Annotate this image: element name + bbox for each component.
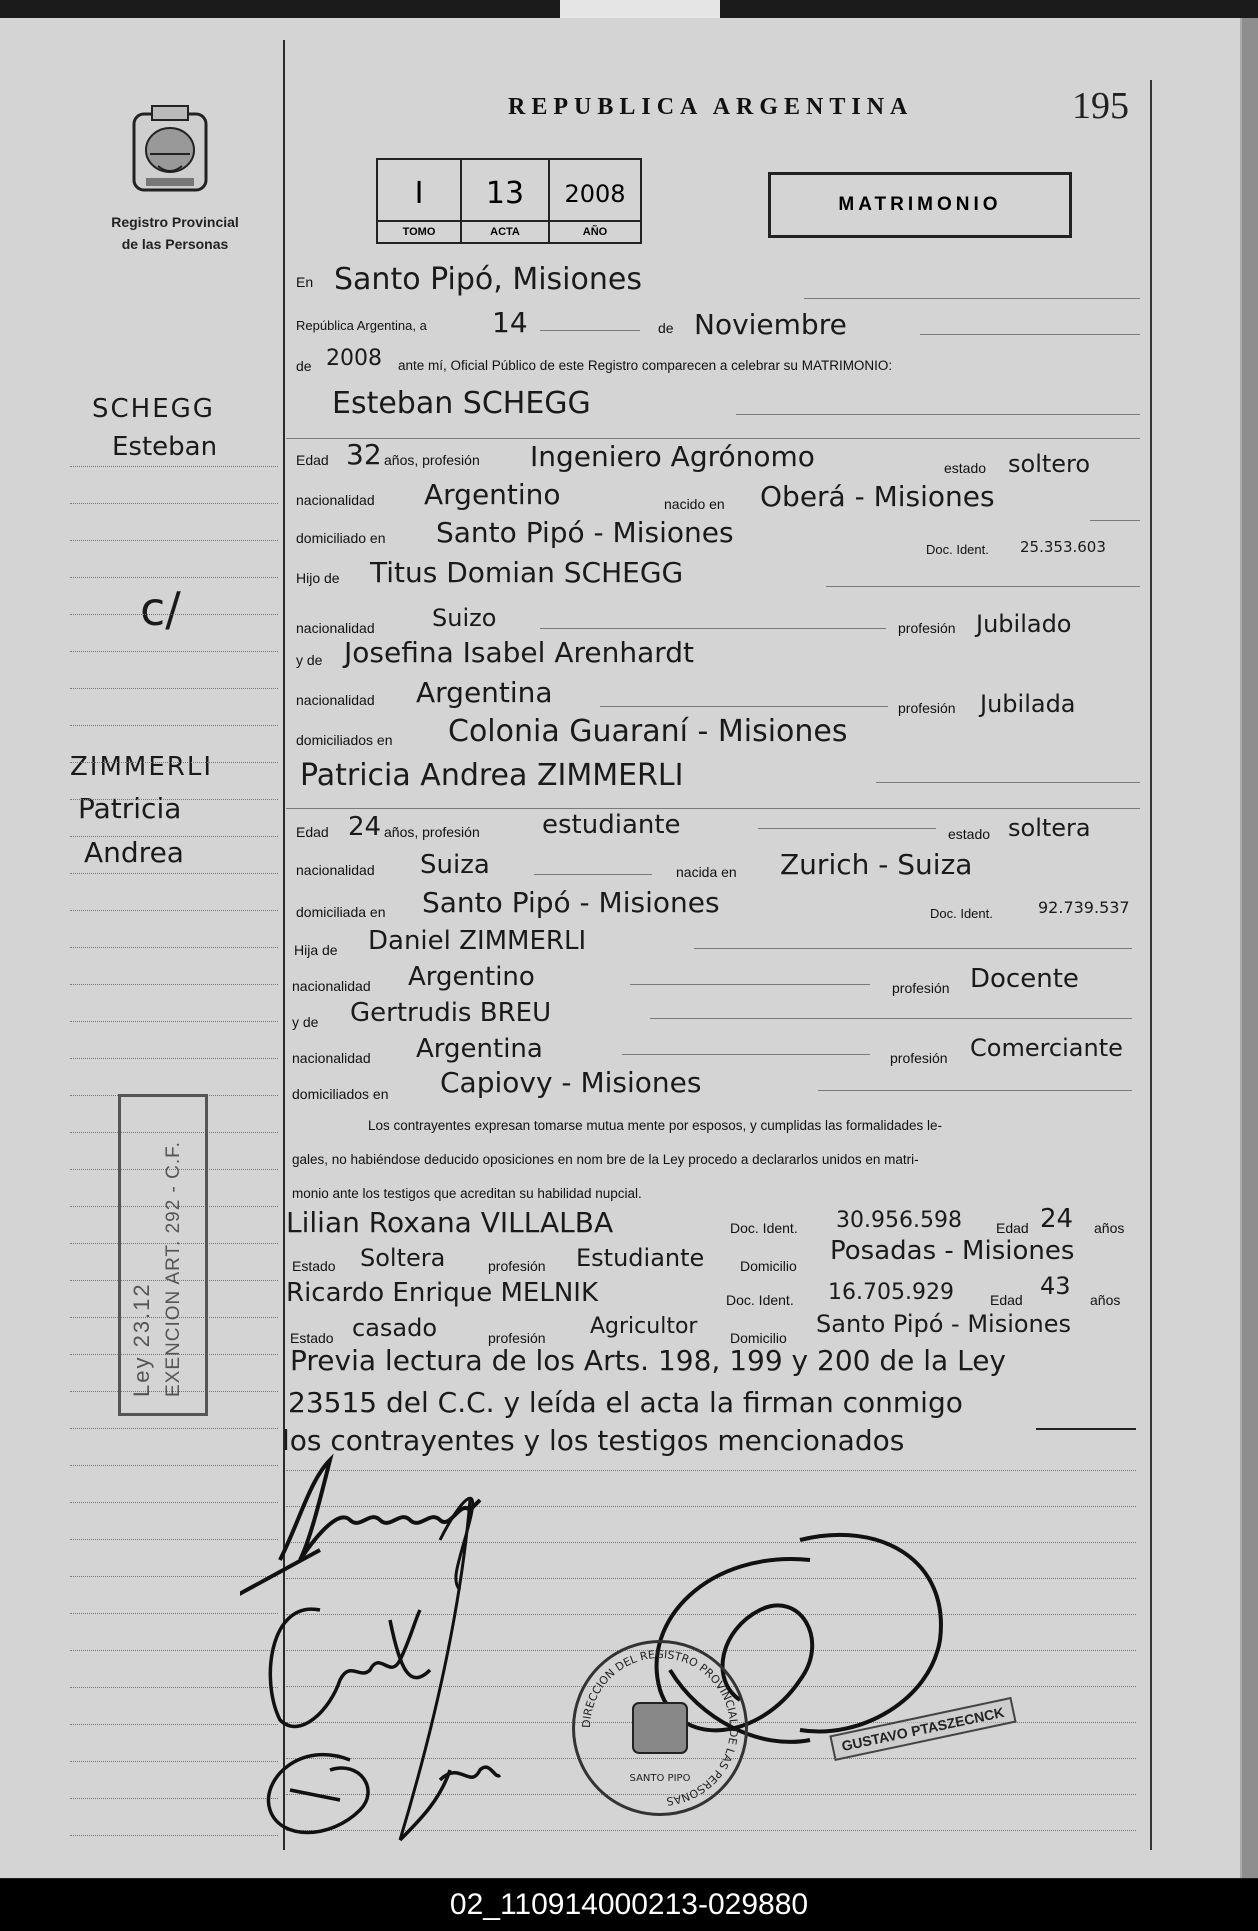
officer-stamp: GUSTAVO PTASZECNCK — [829, 1697, 1016, 1761]
fill-line — [650, 1018, 1132, 1019]
bride-yde-label: y de — [292, 1014, 319, 1030]
year: 2008 — [326, 346, 382, 371]
groom-estado-label: estado — [944, 460, 987, 476]
margin-rule — [70, 762, 278, 763]
bride-mother-nat-label: nacionalidad — [292, 1050, 371, 1066]
bride-full-name: Patricia Andrea ZIMMERLI — [300, 758, 684, 793]
groom-mother-profession: Jubilada — [980, 690, 1076, 718]
folio-number: 195 — [1072, 85, 1129, 127]
footer-id: 02_110914000213-029880 — [0, 1879, 1258, 1931]
anio-value: 2008 — [564, 180, 626, 208]
fill-line — [286, 438, 1140, 439]
groom-parents-dom-label: domiciliados en — [296, 732, 393, 748]
margin-bride-name-2: Andrea — [84, 836, 184, 869]
coat-of-arms-icon — [128, 104, 212, 196]
margin-groom-name: Esteban — [112, 432, 218, 462]
fill-line — [1090, 520, 1140, 521]
margin-rule — [70, 799, 278, 800]
witness1-doc-label: Doc. Ident. — [730, 1220, 798, 1236]
witness2-age: 43 — [1040, 1272, 1071, 1300]
declaration-line-2: gales, no habiéndose deducido oposiciones en nom bre de la Ley procedo a declararlos unidos en matri- — [292, 1152, 919, 1167]
bride-dom-label: domiciliada en — [296, 904, 386, 920]
country-title: REPUBLICA ARGENTINA — [508, 94, 914, 120]
margin-rule — [70, 1021, 278, 1022]
fill-line — [736, 414, 1140, 415]
groom-edad-label: Edad — [296, 452, 329, 468]
fill-line — [920, 334, 1140, 335]
groom-birthplace: Oberá - Misiones — [760, 480, 995, 513]
groom-father-nat-label: nacionalidad — [296, 620, 375, 636]
witness1-profession: Estudiante — [576, 1244, 705, 1272]
seal-town: SANTO PIPO — [629, 1773, 691, 1784]
fill-line — [826, 586, 1140, 587]
witness2-edad-label: Edad — [990, 1292, 1023, 1308]
groom-mother-prof-label: profesión — [898, 700, 956, 716]
registry-label-2: de las Personas — [121, 236, 229, 252]
bride-mother-profession: Comerciante — [970, 1034, 1123, 1062]
bride-parents-dom-label: domiciliados en — [292, 1086, 389, 1102]
witness2-doc-label: Doc. Ident. — [726, 1292, 794, 1308]
fill-line — [286, 808, 1140, 809]
bride-edad-label: Edad — [296, 824, 329, 840]
margin-bride-name-1: Patricia — [78, 792, 182, 825]
bride-mother: Gertrudis BREU — [350, 998, 552, 1028]
bride-nationality: Suiza — [420, 850, 490, 880]
fill-line — [540, 330, 640, 331]
bride-father-nationality: Argentino — [408, 962, 535, 992]
exemption-stamp — [118, 1094, 208, 1416]
document-type: MATRIMONIO — [768, 172, 1072, 238]
witness2-status: casado — [352, 1314, 438, 1342]
closing-line-3: los contrayentes y los testigos mencionados — [282, 1424, 905, 1457]
margin-rule — [70, 577, 278, 578]
witness2-estado-label: Estado — [290, 1330, 334, 1346]
witness1-dom-label: Domicilio — [740, 1258, 797, 1274]
day: 14 — [492, 306, 528, 339]
groom-civil-status: soltero — [1008, 450, 1091, 478]
margin-rule — [70, 984, 278, 985]
groom-mother: Josefina Isabel Arenhardt — [344, 636, 695, 669]
witness2-domicile: Santo Pipó - Misiones — [816, 1310, 1072, 1338]
groom-father-profession: Jubilado — [976, 610, 1072, 638]
margin-rule — [70, 503, 278, 504]
bride-mother-nationality: Argentina — [416, 1034, 543, 1064]
groom-father-nationality: Suizo — [432, 604, 497, 632]
bride-mother-prof-label: profesión — [890, 1050, 948, 1066]
margin-rule — [70, 725, 278, 726]
groom-nac-label: nacionalidad — [296, 492, 375, 508]
fill-line — [804, 298, 1140, 299]
anio-label: AÑO — [550, 220, 640, 242]
declaration-line-3: monio ante los testigos que acreditan su habilidad nupcial. — [292, 1186, 642, 1201]
groom-domicile: Santo Pipó - Misiones — [436, 516, 734, 549]
margin-rule — [70, 688, 278, 689]
witness1-age: 24 — [1040, 1204, 1074, 1234]
bride-civil-status: soltera — [1008, 814, 1091, 842]
bride-age: 24 — [348, 812, 382, 842]
margin-rule — [70, 614, 278, 615]
bride-domicile: Santo Pipó - Misiones — [422, 886, 720, 919]
witness2-dom-label: Domicilio — [730, 1330, 787, 1346]
witness1-name: Lilian Roxana VILLALBA — [286, 1206, 614, 1239]
anio-cell — [550, 160, 640, 242]
margin-groom-surname: SCHEGG — [92, 394, 215, 424]
witness1-anos-label: años — [1094, 1220, 1125, 1236]
acta-value: 13 — [485, 176, 525, 211]
groom-dom-label: domiciliado en — [296, 530, 386, 546]
margin-rule — [70, 540, 278, 541]
fill-line — [600, 706, 888, 707]
witness1-doc: 30.956.598 — [836, 1208, 962, 1233]
tomo-label: TOMO — [378, 220, 460, 242]
closing-line-1: Previa lectura de los Arts. 198, 199 y 200 de la Ley — [290, 1344, 1006, 1377]
groom-father: Titus Domian SCHEGG — [370, 556, 684, 589]
acta-cell — [462, 160, 550, 242]
fill-line — [694, 948, 1132, 949]
bride-doc-label: Doc. Ident. — [930, 906, 993, 921]
bride-father-profession: Docente — [970, 964, 1079, 994]
tomo-value: I — [414, 176, 424, 211]
margin-rule — [70, 910, 278, 911]
groom-nationality: Argentino — [424, 478, 561, 511]
witness1-status: Soltera — [360, 1244, 446, 1272]
bride-estado-label: estado — [948, 826, 991, 842]
margin-rule — [70, 873, 278, 874]
right-margin-line — [1150, 80, 1152, 1850]
month: Noviembre — [694, 308, 847, 341]
groom-mother-nat-label: nacionalidad — [296, 692, 375, 708]
witness1-domicile: Posadas - Misiones — [830, 1236, 1075, 1266]
year-prefix-label: de — [296, 358, 312, 374]
groom-age: 32 — [346, 438, 382, 471]
signature-bride — [270, 1609, 430, 1726]
registry-label-1: Registro Provincial — [111, 214, 239, 230]
closing-line-end — [1036, 1428, 1136, 1430]
act-box — [376, 158, 642, 244]
groom-anos-label: años, profesión — [384, 452, 480, 468]
official-seal — [572, 1640, 748, 1816]
margin-rule — [70, 466, 278, 467]
tomo-cell — [378, 160, 462, 242]
page-edge — [1242, 18, 1258, 1878]
bride-doc: 92.739.537 — [1038, 898, 1130, 917]
intro-text: ante mí, Oficial Público de este Registro comparecen a celebrar su MATRIMONIO: — [398, 358, 893, 373]
bride-profession: estudiante — [542, 810, 681, 840]
witness2-doc: 16.705.929 — [828, 1280, 954, 1305]
fill-line — [540, 628, 886, 629]
groom-doc: 25.353.603 — [1020, 538, 1106, 556]
bride-father-nat-label: nacionalidad — [292, 978, 371, 994]
margin-connector: c/ — [140, 582, 181, 636]
witness2-profession: Agricultor — [590, 1314, 698, 1339]
fill-line — [630, 984, 870, 985]
fill-line — [622, 1054, 870, 1055]
witness1-edad-label: Edad — [996, 1220, 1029, 1236]
en-label: En — [296, 274, 314, 290]
groom-yde-label: y de — [296, 652, 323, 668]
margin-rule — [70, 947, 278, 948]
acta-label: ACTA — [462, 220, 548, 242]
margin-rule — [70, 1428, 278, 1429]
witness2-prof-label: profesión — [488, 1330, 546, 1346]
margin-bride-surname: ZIMMERLI — [70, 752, 213, 782]
bride-parents-domicile: Capiovy - Misiones — [440, 1066, 702, 1099]
bride-hija-label: Hija de — [294, 942, 338, 958]
margin-rule — [70, 651, 278, 652]
bride-anos-label: años, profesión — [384, 824, 480, 840]
groom-hijo-label: Hijo de — [296, 570, 340, 586]
bride-father-prof-label: profesión — [892, 980, 950, 996]
witness1-estado-label: Estado — [292, 1258, 336, 1274]
groom-mother-nationality: Argentina — [416, 676, 553, 709]
bride-nacida-label: nacida en — [676, 864, 737, 880]
place: Santo Pipó, Misiones — [334, 262, 642, 297]
bride-birthplace: Zurich - Suiza — [780, 848, 973, 881]
witness2-name: Ricardo Enrique MELNIK — [286, 1278, 598, 1308]
paper-tab — [560, 0, 720, 18]
republica-label: República Argentina, a — [296, 318, 427, 333]
groom-father-prof-label: profesión — [898, 620, 956, 636]
fill-line — [876, 782, 1140, 783]
groom-full-name: Esteban SCHEGG — [332, 386, 591, 421]
fill-line — [818, 1090, 1132, 1091]
bride-nac-label: nacionalidad — [296, 862, 375, 878]
closing-line-2: 23515 del C.C. y leída el acta la firman conmigo — [288, 1386, 963, 1419]
declaration-line-1: Los contrayentes expresan tomarse mutua mente por esposos, y cumplidas las formalidades le- — [368, 1118, 943, 1133]
signature-officer — [268, 1755, 500, 1840]
margin-rule — [70, 1058, 278, 1059]
de-label: de — [658, 320, 674, 336]
fill-line — [534, 874, 652, 875]
groom-doc-label: Doc. Ident. — [926, 542, 989, 557]
groom-nacido-label: nacido en — [664, 496, 725, 512]
bride-father: Daniel ZIMMERLI — [368, 926, 587, 956]
fill-line — [758, 828, 936, 829]
stamp-line-1: Ley 23.12 — [129, 1282, 154, 1397]
margin-rule — [70, 836, 278, 837]
seal-text: DIRECCION DEL REGISTRO PROVINCIAL DE LAS PERSONAS — [579, 1647, 741, 1808]
groom-profession: Ingeniero Agrónomo — [530, 440, 815, 473]
groom-parents-domicile: Colonia Guaraní - Misiones — [448, 714, 848, 749]
witness1-prof-label: profesión — [488, 1258, 546, 1274]
stamp-line-2: EXENCION ART. 292 - C.F. — [163, 1141, 184, 1397]
witness2-anos-label: años — [1090, 1292, 1121, 1308]
signature-witness — [400, 1498, 473, 1840]
